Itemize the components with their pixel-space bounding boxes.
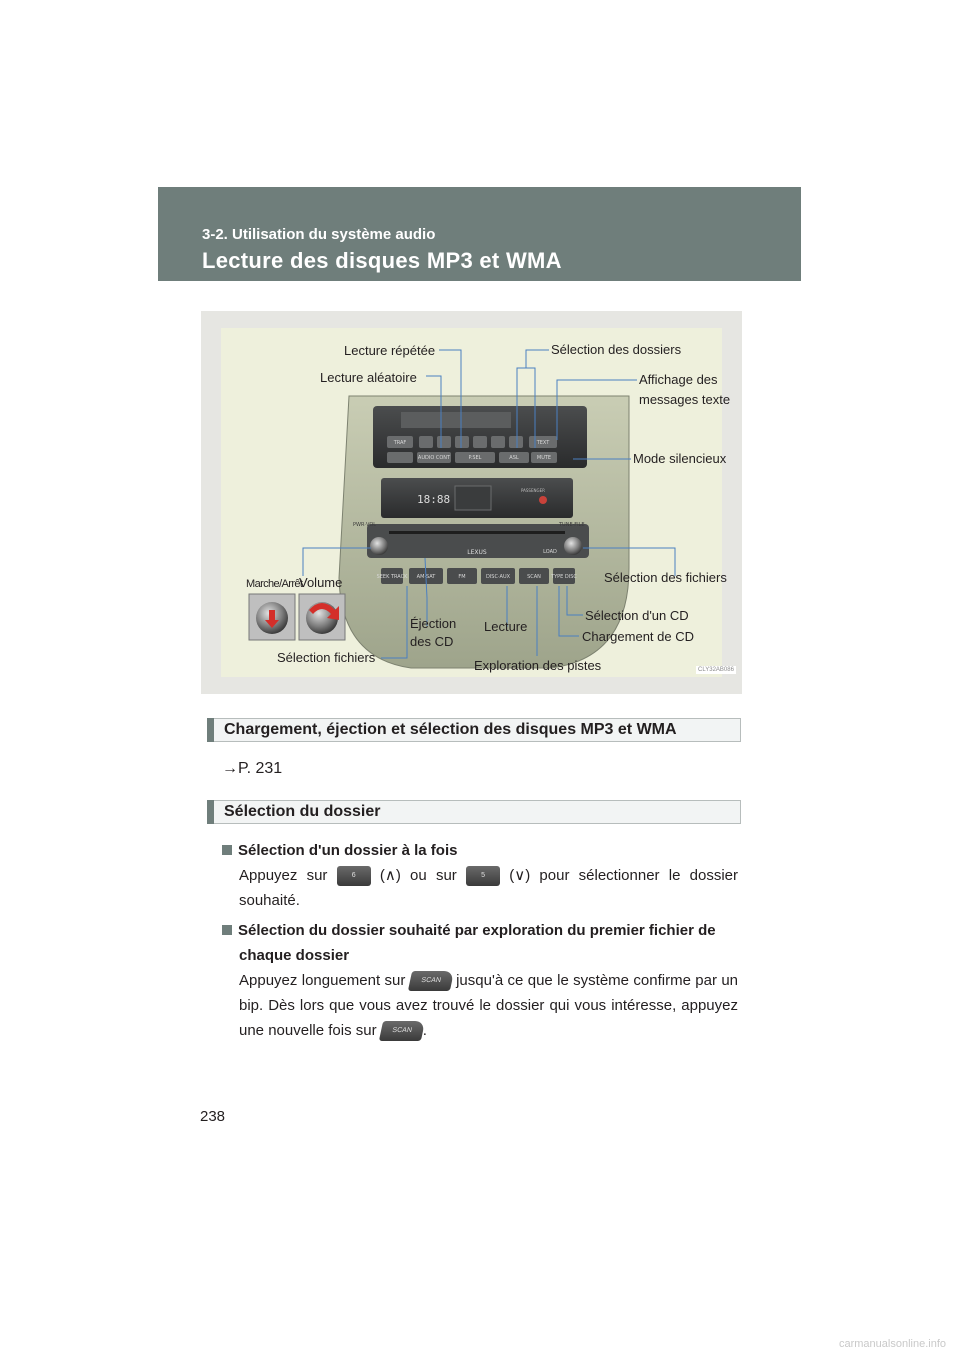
tune-file-label: TUNE·FILE [559,522,585,528]
text-label: TEXT [536,440,550,446]
bullet-two-title: Sélection du dossier souhaité par exploration du premier fichier de chaque dossier [238,922,716,964]
scan-label: SCAN [527,574,541,580]
callout-cd-select: Sélection d'un CD [585,608,689,623]
page-reference-link[interactable]: →P. 231 [222,760,283,777]
square-bullet-icon [222,845,232,855]
callout-play: Lecture [484,619,528,634]
callout-eject-1: Éjection [410,616,457,631]
callout-eject-2: des CD [410,634,454,649]
clock-label: 18:88 [417,493,451,506]
mute-label: MUTE [536,455,552,461]
callout-file-select-right: Sélection des fichiers [604,570,727,585]
page-title: Lecture des disques MP3 et WMA [202,248,562,273]
callout-text-display-1: Affichage des [639,372,718,387]
bullet-two-text: Appuyez longuement sur SCAN jusqu'à ce que le système confirme par un bip. Dès lors que vous avez trouvé le dossier qui vous intéresse, appuyez une nouvelle fois sur SCAN . [222,968,738,1043]
seek-label: SEEK TRACK [376,574,408,580]
tune-file-knob [564,537,582,555]
callout-file-select-left: Sélection fichiers [277,650,376,665]
section-heading-folder [207,800,741,824]
bullet-two [222,918,738,1043]
section-heading-folder-text: Sélection du dossier [224,803,381,820]
bullet-one-title: Sélection d'un dossier à la fois [238,842,458,859]
square-bullet-icon [222,925,232,935]
audio-figure [201,311,742,694]
scan-button-icon: SCAN [379,1021,425,1041]
disc-aux-label: DISC·AUX [485,574,511,580]
cd-slot [389,531,565,534]
bullet-one-text: Appuyez sur 6 (∧) ou sur 5 (∨) pour sélectionner le dossier souhaité. [239,867,738,909]
pwr-vol-knob [370,537,388,555]
type-disc-label: TYPE DISC [551,574,577,580]
fm-label: FM [458,574,466,580]
section-heading-loading [207,718,741,742]
figure-panel [221,328,734,677]
scan-button-icon: SCAN [408,971,454,991]
callout-mute: Mode silencieux [633,451,727,466]
section-heading-loading-text: Chargement, éjection et sélection des disques MP3 et WMA [224,721,677,738]
callout-repeat: Lecture répétée [344,343,436,358]
audio-label: AUDIO CONT [417,455,451,461]
passenger-label: PASSENGER [521,488,545,493]
callout-text-display-2: messages texte [639,392,731,407]
load-label: LOAD [543,549,557,555]
callout-load: Chargement de CD [582,629,694,644]
button-5-icon: 5 [466,866,500,886]
callout-volume: Volume [299,575,343,590]
button-6-icon: 6 [337,866,371,886]
asl-label: ASL [509,455,519,461]
lexus-label: LEXUS [467,549,487,556]
psel-label: P.SEL [468,455,482,461]
watermark: carmanualsonline.info [838,1338,946,1350]
pwr-vol-label: PWR·VOL [353,522,377,528]
figure-code: CLY32AB086 [698,667,734,673]
callout-power: Marche/Arrêt [246,578,303,590]
page-number: 238 [200,1108,226,1125]
section-label: 3-2. Utilisation du système audio [202,226,436,243]
callout-folder-select: Sélection des dossiers [551,342,682,357]
callout-track-scan: Exploration des pistes [474,658,602,673]
header-band [158,187,801,281]
lcd-text [401,412,511,428]
bullet-one [222,838,738,913]
am-sat-label: AM·SAT [416,574,436,580]
callout-random: Lecture aléatoire [320,370,417,385]
traf-label: TRAF [393,440,407,446]
